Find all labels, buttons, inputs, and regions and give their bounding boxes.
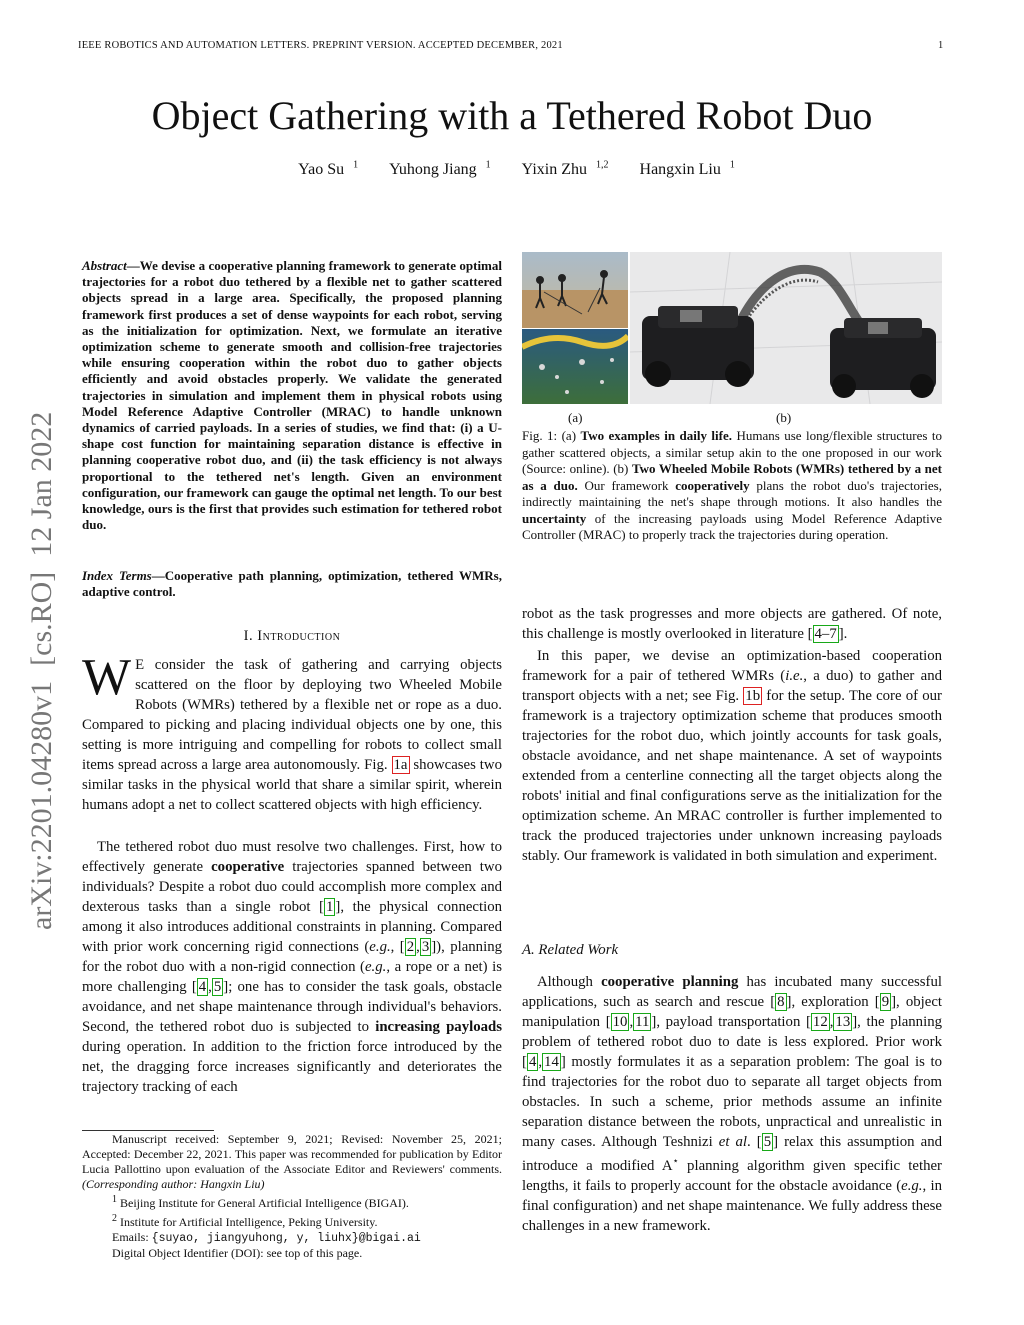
- citation-link[interactable]: 1: [326, 899, 334, 915]
- citation-link[interactable]: 12: [812, 1014, 828, 1030]
- index-terms-label: Index Terms: [82, 568, 152, 583]
- citation-link[interactable]: 14: [544, 1054, 559, 1070]
- author: Yuhong Jiang $^1$: [389, 160, 491, 179]
- section-heading: I. Introduction: [243, 628, 341, 644]
- figure-caption: Fig. 1: (a) Two examples in daily life. Humans use long/flexible structures to gather scattered objects, a similar setup akin to the one proposed in our work (Source: online). (b) Two Wheeled Mobile Robots (WMRs) tethered by a net as a duo. Our framework cooperatively plans the robot duo's trajectories, indirectly maintaining the net's shape through motions. It also handles the uncertainty of the increasing payloads using Model Reference Adaptive Controller (MRAC) to properly track the trajectories during operation.: [522, 428, 942, 542]
- author: Yixin Zhu $^{1,2}$: [521, 160, 609, 179]
- citation-link[interactable]: 11: [635, 1014, 650, 1030]
- citation-link[interactable]: 3: [421, 939, 430, 955]
- citation-link[interactable]: 13: [835, 1014, 851, 1030]
- figure-1b-photo: [630, 252, 942, 404]
- footnote-rule: [82, 1130, 214, 1131]
- subfigure-label-a: (a): [568, 410, 583, 425]
- index-terms-text: —Cooperative path planning, optimization, tethered WMRs, adaptive control.: [82, 568, 502, 600]
- citation-link[interactable]: 10: [612, 1014, 628, 1030]
- robot-right: [830, 318, 936, 398]
- dropcap: W: [82, 649, 132, 706]
- author: Yao Su $^1$: [298, 160, 359, 179]
- abstract-label: Abstract: [82, 258, 127, 273]
- author-list: [0, 160, 1024, 179]
- paper-title: Object Gathering with a Tethered Robot Duo: [151, 93, 873, 138]
- author: Hangxin Liu $^1$: [639, 160, 735, 179]
- intro-paragraph-1: W E consider the task of gathering and carrying objects scattered on the floor by deploying two Wheeled Mobile Robots (WMRs) tethered by a flexible net or rope as a duo. Compared to picking and placing individual objects one by one, this setting is more intriguing and compelling for robots to collect small items spread across a large area autonomously. Fig. 1a showcases two similar tasks in the physical world that share a similar spirit, wherein humans adopt a net to collect scattered objects with high efficiency.: [82, 649, 502, 813]
- journal-name: IEEE ROBOTICS AND AUTOMATION LETTERS. PREPRINT VERSION. ACCEPTED DECEMBER, 2021: [78, 40, 563, 51]
- citation-link[interactable]: 4–7: [814, 626, 837, 642]
- abstract-text: —We devise a cooperative planning framework to generate optimal trajectories for a robot duo tethered by a flexible net to gather scattered objects spread in a large area. Specifically, the proposed planning framework first produces a set of dense waypoints for each robot, serving as the initialization for optimization. Next, we formulate an iterative optimization scheme to generate smooth and collision-free trajectories while ensuring cooperation within the robot duo to gather objects efficiently and avoid obstacles properly. We validate the generated trajectories in simulation and implement them in physical robots using Model Reference Adaptive Controller (MRAC) to handle unknown dynamics of carried payloads. In a series of studies, we find that: (i) a U-shape cost function for maintaining separation distance is effective in planning cooperative robot duo, and (ii) the task efficiency is not always proportional to the tethered net's length. Given an environment configuration, our framework can gauge the optimal net length. To our best knowledge, ours is the first that provides such estimation for tethered robot duo.: [82, 258, 502, 533]
- citation-link[interactable]: 4: [198, 979, 207, 995]
- abstract: [82, 258, 502, 533]
- citation-link[interactable]: 2: [406, 939, 415, 955]
- right-paragraph-1: robot as the task progresses and more objects are gathered. Of note, this challenge is mostly overlooked in literature [ 4–7 ].: [522, 606, 942, 642]
- right-paragraph-2: In this paper, we devise an optimization-based cooperation framework for a pair of tethered WMRs (i.e., a duo) to gather and transport objects with a net; see Fig. 1b for the setup. The core of our framework is a trajectory optimization scheme that produces smooth trajectories for the robot duo, which jointly accounts for task goals, obstacle avoidance, and net shape maintenance. A set of waypoints extended from a centerline connecting all the target objects along the robots' initial and final configurations serve as the initialization for the optimization scheme. An MRAC controller is further implemented to track the produced trajectories under unknown increasing payloads stably. Our framework is validated in both simulation and experiment.: [522, 648, 942, 864]
- index-terms: [82, 568, 502, 600]
- citation-link[interactable]: 4: [528, 1054, 537, 1070]
- subsection-heading: A. Related Work: [522, 942, 619, 958]
- figure-link[interactable]: 1a: [393, 757, 408, 773]
- figure-link[interactable]: 1b: [745, 688, 761, 704]
- right-paragraph-3: Although cooperative planning has incubated many successful applications, such as search and rescue [ 8 ], exploration [ 9 ], object manipulation [ 10 , 11 ], payload transportation [ 12 , 13 ], the planning problem of tethered robot duo to date is less explored. Prior work [ 4 , 14 ] mostly formulates it as a separation problem: The goal is to find trajectories for the robot duo to separate all target objects from obstacles. In such a scheme, prior methods assume an infinite separation distance between the robots, unpractical and unrealistic in many cases. Although Teshnizi et al. [ 5 ] relax this assumption and introduce a modified A⋆ planning algorithm given specific tether lengths, it fails to properly account for the obstacle avoidance (e.g., in final configuration) and net shape maintenance. We fully address these challenges in a new framework.: [522, 974, 942, 1234]
- citation-link[interactable]: 5: [763, 1134, 772, 1150]
- robot-left: [642, 306, 754, 387]
- citation-link[interactable]: 9: [881, 994, 890, 1010]
- arxiv-stamp: arXiv:2201.04280v1 [cs.RO] 12 Jan 2022: [25, 411, 58, 930]
- subfigure-label-b: (b): [776, 410, 792, 425]
- intro-paragraph-2: The tethered robot duo must resolve two challenges. First, how to effectively generate cooperative trajectories spanned between two individuals? Despite a robot duo could accomplish more complex and dexterous tasks than a single robot [ 1 ], the physical connection among it also introduces additional constraints in planning. Compared with prior work concerning rigid connections (e.g., [ 2 , 3 ]), planning for the robot duo with a non-rigid connection (e.g., a rope or a net) is more challenging [ 4 , 5 ]; one has to consider the task goals, obstacle avoidance, and net shape maintenance through individual's behaviors. Second, the tethered robot duo is subjected to increasing payloads during operation. In addition to the friction force introduced by the net, the dragging force increases significantly and deteriorates the trajectory tracking of each: [82, 839, 503, 1095]
- email-addresses: {suyao, jiangyuhong, y, liuhx}@bigai.ai: [151, 1232, 421, 1245]
- figure-1a-photo: [522, 252, 628, 404]
- figure-1: [522, 252, 942, 404]
- citation-link[interactable]: 5: [213, 979, 222, 995]
- citation-link[interactable]: 8: [777, 994, 785, 1010]
- page-number: 1: [938, 40, 944, 51]
- footnote: Manuscript received: September 9, 2021; Revised: November 25, 2021; Accepted: December 22, 2021. This paper was recommended for publication by Editor Lucia Pallottino upon evaluation of the Associate Editor and Reviewers' comments. (Corresponding author: Hangxin Liu) $^1$ Beijing Institute for General Artificial Intelligence (BIGAI). $^2$ Institute for Artificial Intelligence, Peking University. Emails: {suyao, jiangyuhong, y, liuhx}@bigai.ai Digital Object Identifier (DOI): see top of this page.: [82, 1132, 502, 1260]
